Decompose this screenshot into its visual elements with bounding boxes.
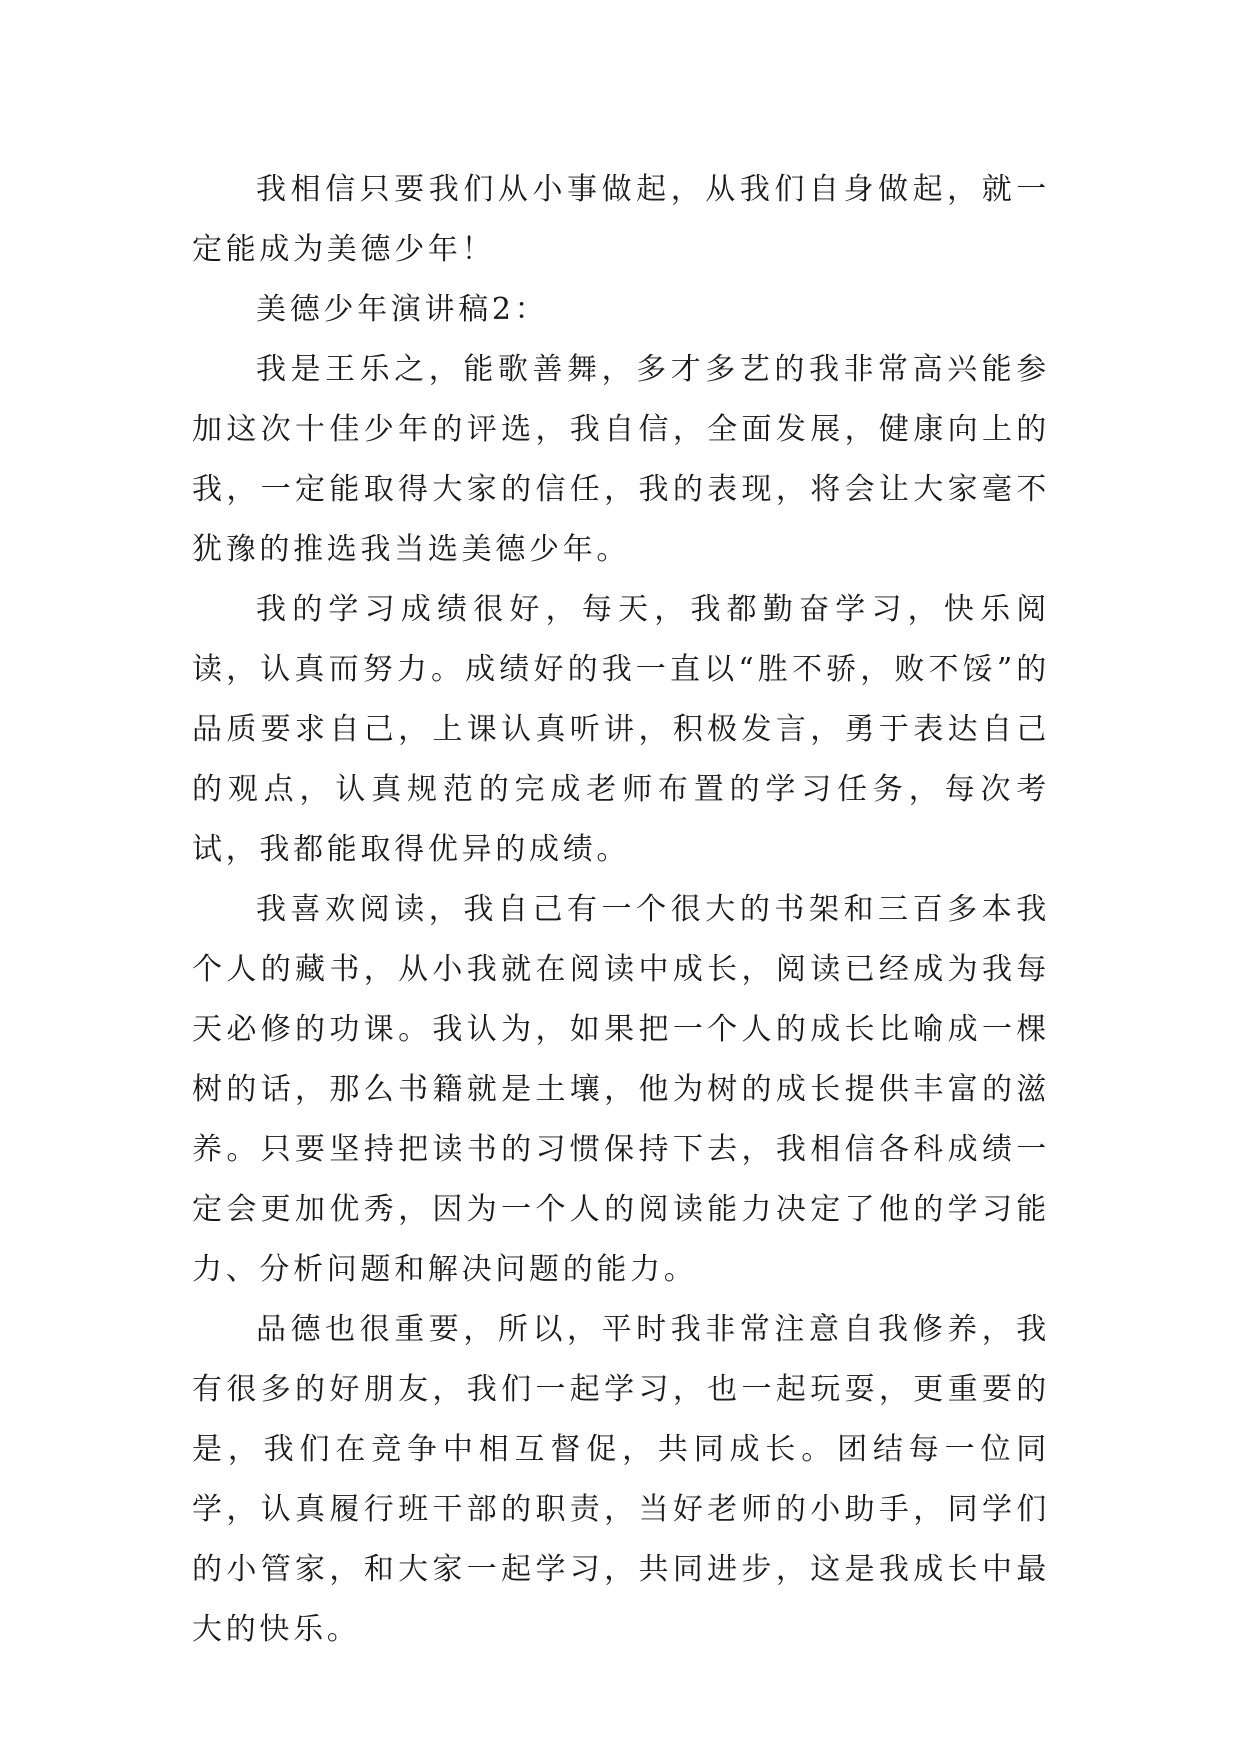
section-heading: 美德少年演讲稿2： [256, 292, 549, 327]
paragraph-introduction: 我是王乐之，能歌善舞，多才多艺的我非常高兴能参加这次十佳少年的评选，我自信，全面发展，健康向上的我，一定能取得大家的信任，我的表现，将会让大家毫不犹豫的推选我当选美德少年。 [192, 352, 1050, 567]
paragraph-character: 品德也很重要，所以，平时我非常注意自我修养，我有很多的好朋友，我们一起学习，也一起玩耍，更重要的是，我们在竞争中相互督促，共同成长。团结每一位同学，认真履行班干部的职责，当好老师的小助手，同学们的小管家，和大家一起学习，共同进步，这是我成长中最大的快乐。 [192, 1312, 1050, 1647]
paragraph-reading: 我喜欢阅读，我自己有一个很大的书架和三百多本我个人的藏书，从小我就在阅读中成长，阅读已经成为我每天必修的功课。我认为，如果把一个人的成长比喻成一棵树的话，那么书籍就是土壤，他为树的成长提供丰富的滋养。只要坚持把读书的习惯保持下去，我相信各科成绩一定会更加优秀，因为一个人的阅读能力决定了他的学习能力、分析问题和解决问题的能力。 [192, 892, 1050, 1287]
paragraph-study: 我的学习成绩很好，每天，我都勤奋学习，快乐阅读，认真而努力。成绩好的我一直以“胜不骄，败不馁”的品质要求自己，上课认真听讲，积极发言，勇于表达自己的观点，认真规范的完成老师布置的学习任务，每次考试，我都能取得优异的成绩。 [192, 592, 1050, 867]
paragraph-closing-statement: 我相信只要我们从小事做起，从我们自身做起，就一定能成为美德少年！ [192, 172, 1050, 267]
document-body [192, 160, 1050, 1660]
